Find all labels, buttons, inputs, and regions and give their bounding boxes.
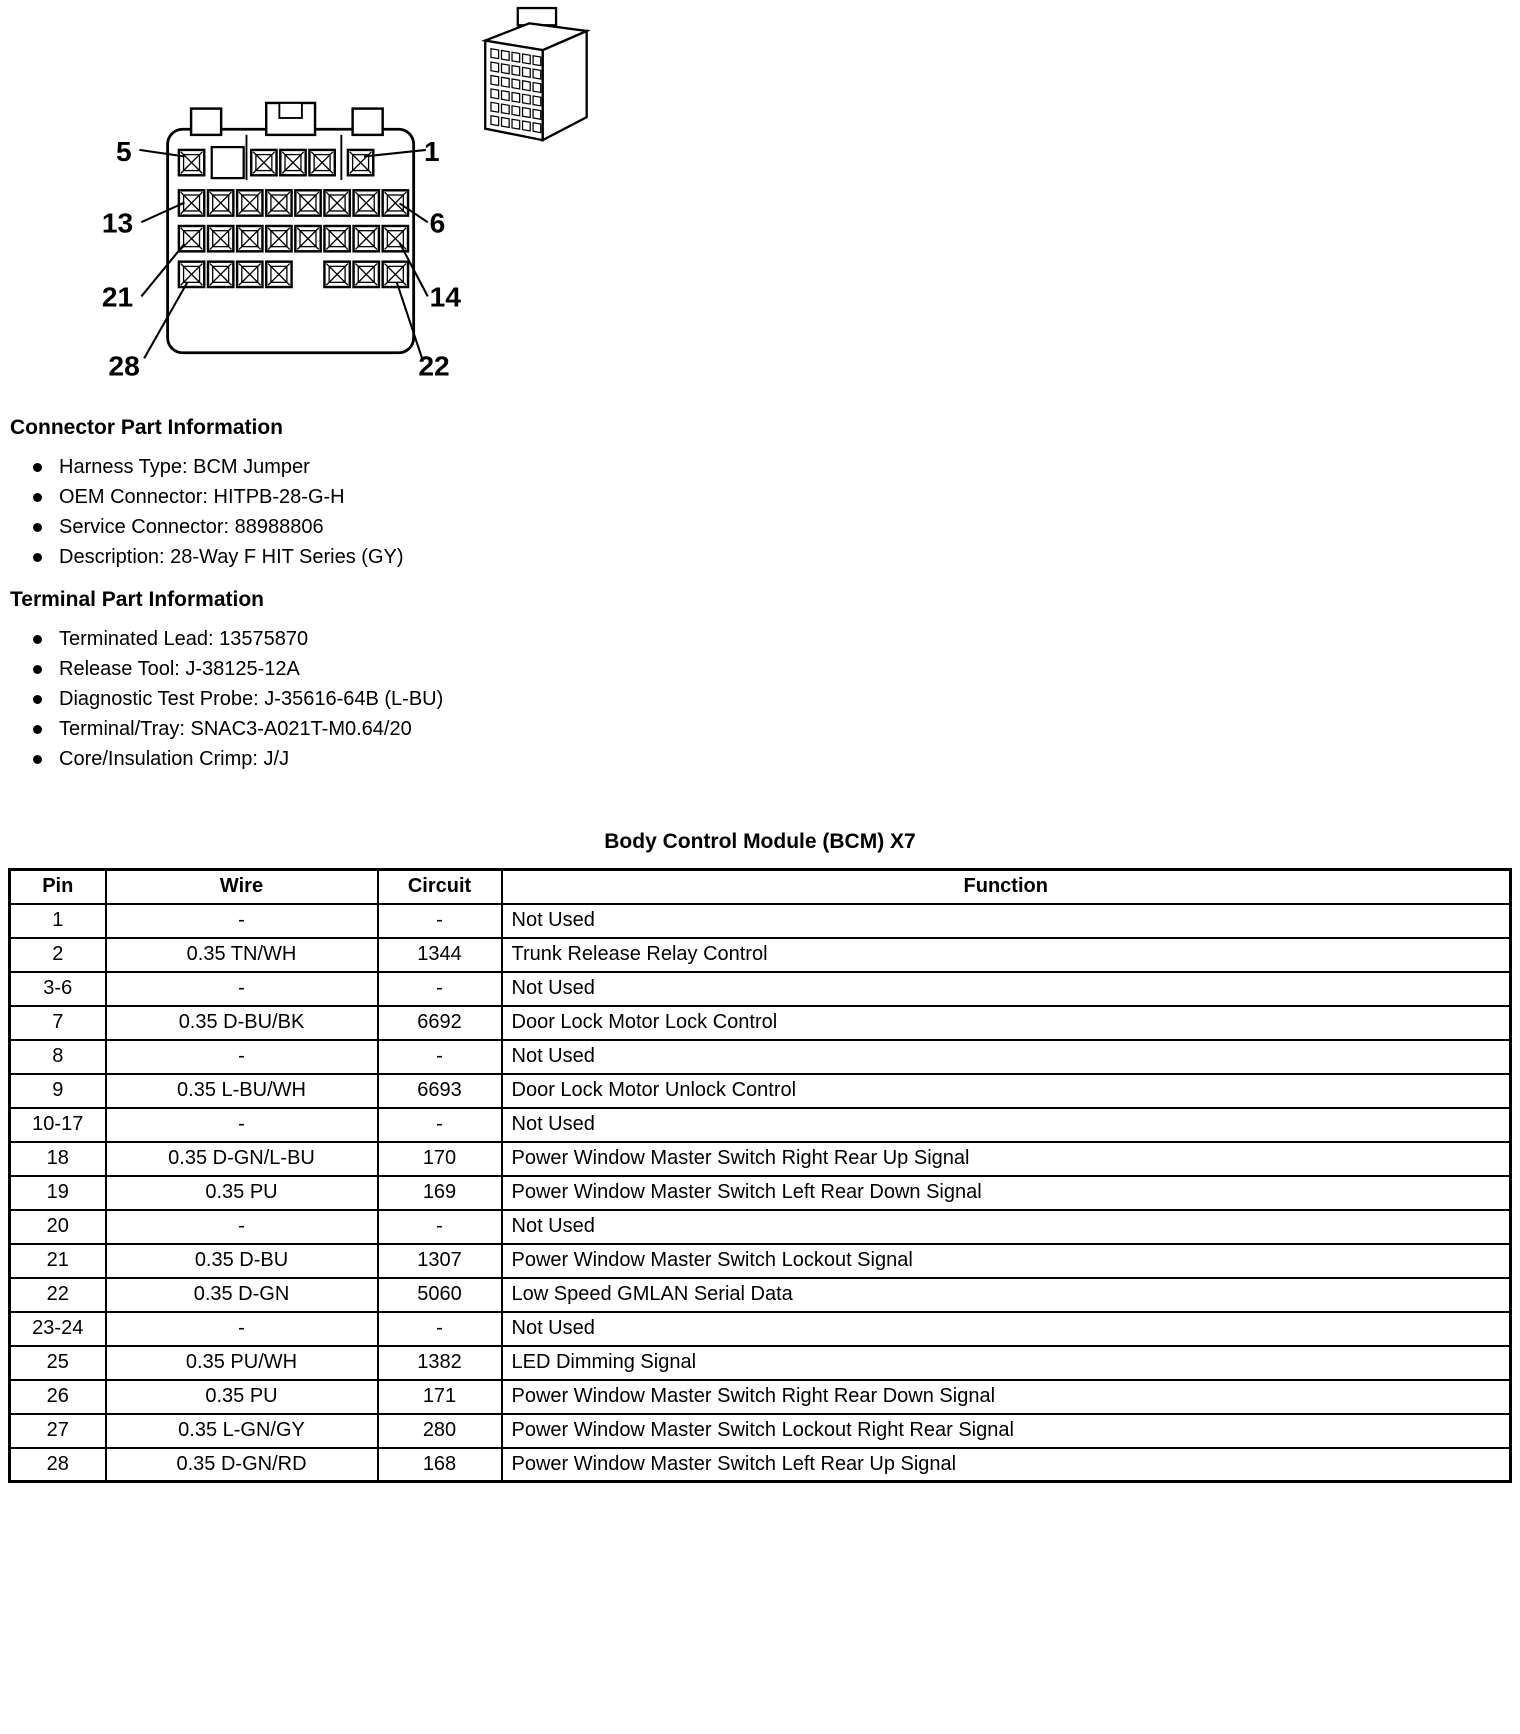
- circuit-cell: 5060: [378, 1278, 502, 1312]
- wire-cell: 0.35 D-BU: [106, 1244, 378, 1278]
- wire-cell: 0.35 D-BU/BK: [106, 1006, 378, 1040]
- connector-side-face: [543, 31, 587, 140]
- bullet-text: Terminated Lead: 13575870: [59, 627, 309, 650]
- bullet-text: Diagnostic Test Probe: J-35616-64B (L-BU): [59, 687, 444, 710]
- pin-cell: 20: [10, 1210, 106, 1244]
- bullet-item: [33, 452, 1520, 482]
- function-cell: Power Window Master Switch Right Rear Up Signal: [502, 1142, 1511, 1176]
- table-row: [10, 904, 1511, 938]
- bullet-icon: [33, 493, 42, 502]
- circuit-cell: -: [378, 1040, 502, 1074]
- pin-cell: 26: [10, 1380, 106, 1414]
- table-row: [10, 1108, 1511, 1142]
- bullet-text: OEM Connector: HITPB-28-G-H: [59, 485, 345, 508]
- pin-cell: 7: [10, 1006, 106, 1040]
- function-cell: Door Lock Motor Unlock Control: [502, 1074, 1511, 1108]
- circuit-cell: 6692: [378, 1006, 502, 1040]
- wire-cell: 0.35 D-GN: [106, 1278, 378, 1312]
- pin-label-6: 6: [429, 206, 446, 239]
- wire-cell: 0.35 L-BU/WH: [106, 1074, 378, 1108]
- function-cell: Not Used: [502, 904, 1511, 938]
- circuit-cell: -: [378, 904, 502, 938]
- header-wire: Wire: [106, 870, 378, 904]
- function-cell: Low Speed GMLAN Serial Data: [502, 1278, 1511, 1312]
- header-pin: Pin: [10, 870, 106, 904]
- table-row: [10, 1448, 1511, 1482]
- wire-cell: -: [106, 1108, 378, 1142]
- pin-label-14: 14: [429, 280, 461, 313]
- wire-cell: -: [106, 1040, 378, 1074]
- connector-part-info-list: [33, 452, 1520, 572]
- circuit-cell: 1307: [378, 1244, 502, 1278]
- function-cell: Not Used: [502, 972, 1511, 1006]
- pin-cell: 21: [10, 1244, 106, 1278]
- bullet-icon: [33, 695, 42, 704]
- table-row: [10, 1074, 1511, 1108]
- table-row: [10, 938, 1511, 972]
- circuit-cell: -: [378, 1108, 502, 1142]
- connector-face-diagram: [50, 56, 520, 380]
- bullet-text: Terminal/Tray: SNAC3-A021T-M0.64/20: [59, 717, 412, 740]
- pin-cell: 3-6: [10, 972, 106, 1006]
- bullet-item: [33, 542, 1520, 572]
- table-row: [10, 1176, 1511, 1210]
- pin-cell: 23-24: [10, 1312, 106, 1346]
- circuit-cell: 1382: [378, 1346, 502, 1380]
- pin-cell: 19: [10, 1176, 106, 1210]
- table-row: [10, 1142, 1511, 1176]
- table-row: [10, 1278, 1511, 1312]
- bullet-icon: [33, 553, 42, 562]
- pin-cell: 18: [10, 1142, 106, 1176]
- bullet-item: [33, 482, 1520, 512]
- circuit-cell: 168: [378, 1448, 502, 1482]
- function-cell: LED Dimming Signal: [502, 1346, 1511, 1380]
- function-cell: Power Window Master Switch Left Rear Up Signal: [502, 1448, 1511, 1482]
- pin-label-28: 28: [108, 349, 140, 380]
- bullet-text: Release Tool: J-38125-12A: [59, 657, 300, 680]
- bullet-icon: [33, 665, 42, 674]
- table-title: Body Control Module (BCM) X7: [604, 830, 916, 853]
- wire-cell: -: [106, 1312, 378, 1346]
- function-cell: Power Window Master Switch Right Rear Down Signal: [502, 1380, 1511, 1414]
- function-cell: Trunk Release Relay Control: [502, 938, 1511, 972]
- bullet-item: [33, 684, 1520, 714]
- function-cell: Power Window Master Switch Lockout Signal: [502, 1244, 1511, 1278]
- table-row: [10, 1414, 1511, 1448]
- circuit-cell: 1344: [378, 938, 502, 972]
- pin-cell: 10-17: [10, 1108, 106, 1142]
- wire-cell: 0.35 TN/WH: [106, 938, 378, 972]
- table-row: [10, 1006, 1511, 1040]
- wire-cell: 0.35 PU/WH: [106, 1346, 378, 1380]
- function-cell: Not Used: [502, 1040, 1511, 1074]
- connector-3d-view: [468, 4, 602, 148]
- circuit-cell: -: [378, 1312, 502, 1346]
- connector-part-info-heading: Connector Part Information: [10, 416, 284, 439]
- wire-cell: -: [106, 1210, 378, 1244]
- table-row: [10, 1312, 1511, 1346]
- table-row: [10, 1040, 1511, 1074]
- header-circuit: Circuit: [378, 870, 502, 904]
- function-cell: Not Used: [502, 1312, 1511, 1346]
- pin-label-1: 1: [423, 135, 440, 168]
- wire-cell: 0.35 D-GN/RD: [106, 1448, 378, 1482]
- bullet-item: [33, 714, 1520, 744]
- function-cell: Door Lock Motor Lock Control: [502, 1006, 1511, 1040]
- bullet-icon: [33, 463, 42, 472]
- pin-label-5: 5: [115, 135, 132, 168]
- wire-cell: 0.35 PU: [106, 1380, 378, 1414]
- pin-cell: 25: [10, 1346, 106, 1380]
- table-row: [10, 1210, 1511, 1244]
- bullet-text: Description: 28-Way F HIT Series (GY): [59, 545, 404, 568]
- pin-cell: 2: [10, 938, 106, 972]
- bullet-item: [33, 512, 1520, 542]
- circuit-cell: 171: [378, 1380, 502, 1414]
- bullet-item: [33, 624, 1520, 654]
- pinout-table-body: [10, 904, 1511, 1482]
- bullet-icon: [33, 725, 42, 734]
- circuit-cell: 280: [378, 1414, 502, 1448]
- pin-label-22: 22: [418, 349, 450, 380]
- bullet-text: Service Connector: 88988806: [59, 515, 324, 538]
- function-cell: Not Used: [502, 1210, 1511, 1244]
- pin-label-21: 21: [101, 280, 134, 313]
- bullet-text: Harness Type: BCM Jumper: [59, 455, 310, 478]
- pinout-table: [8, 868, 1512, 1483]
- bullet-item: [33, 654, 1520, 684]
- connector-lock-tab: [518, 8, 556, 25]
- table-row: [10, 1346, 1511, 1380]
- circuit-cell: -: [378, 972, 502, 1006]
- table-row: [10, 972, 1511, 1006]
- pin-cell: 8: [10, 1040, 106, 1074]
- wire-cell: 0.35 PU: [106, 1176, 378, 1210]
- bullet-item: [33, 744, 1520, 774]
- bullet-icon: [33, 523, 42, 532]
- pin-label-13: 13: [101, 206, 134, 239]
- wire-cell: 0.35 L-GN/GY: [106, 1414, 378, 1448]
- pin-cell: 27: [10, 1414, 106, 1448]
- circuit-cell: -: [378, 1210, 502, 1244]
- header-function: Function: [502, 870, 1511, 904]
- wire-cell: 0.35 D-GN/L-BU: [106, 1142, 378, 1176]
- bullet-icon: [33, 635, 42, 644]
- terminal-part-info-list: [33, 624, 1520, 774]
- function-cell: Power Window Master Switch Left Rear Down Signal: [502, 1176, 1511, 1210]
- circuit-cell: 6693: [378, 1074, 502, 1108]
- function-cell: Not Used: [502, 1108, 1511, 1142]
- pin-cell: 22: [10, 1278, 106, 1312]
- pin-cell: 9: [10, 1074, 106, 1108]
- connector-figures: [0, 0, 1520, 400]
- pin-cell: 1: [10, 904, 106, 938]
- function-cell: Power Window Master Switch Lockout Right Rear Signal: [502, 1414, 1511, 1448]
- wire-cell: -: [106, 904, 378, 938]
- circuit-cell: 170: [378, 1142, 502, 1176]
- table-row: [10, 1244, 1511, 1278]
- wire-cell: -: [106, 972, 378, 1006]
- pin-cell: 28: [10, 1448, 106, 1482]
- bullet-icon: [33, 755, 42, 764]
- bullet-text: Core/Insulation Crimp: J/J: [59, 747, 290, 770]
- table-header-row: [10, 870, 1511, 904]
- table-row: [10, 1380, 1511, 1414]
- terminal-part-info-heading: Terminal Part Information: [10, 588, 264, 611]
- circuit-cell: 169: [378, 1176, 502, 1210]
